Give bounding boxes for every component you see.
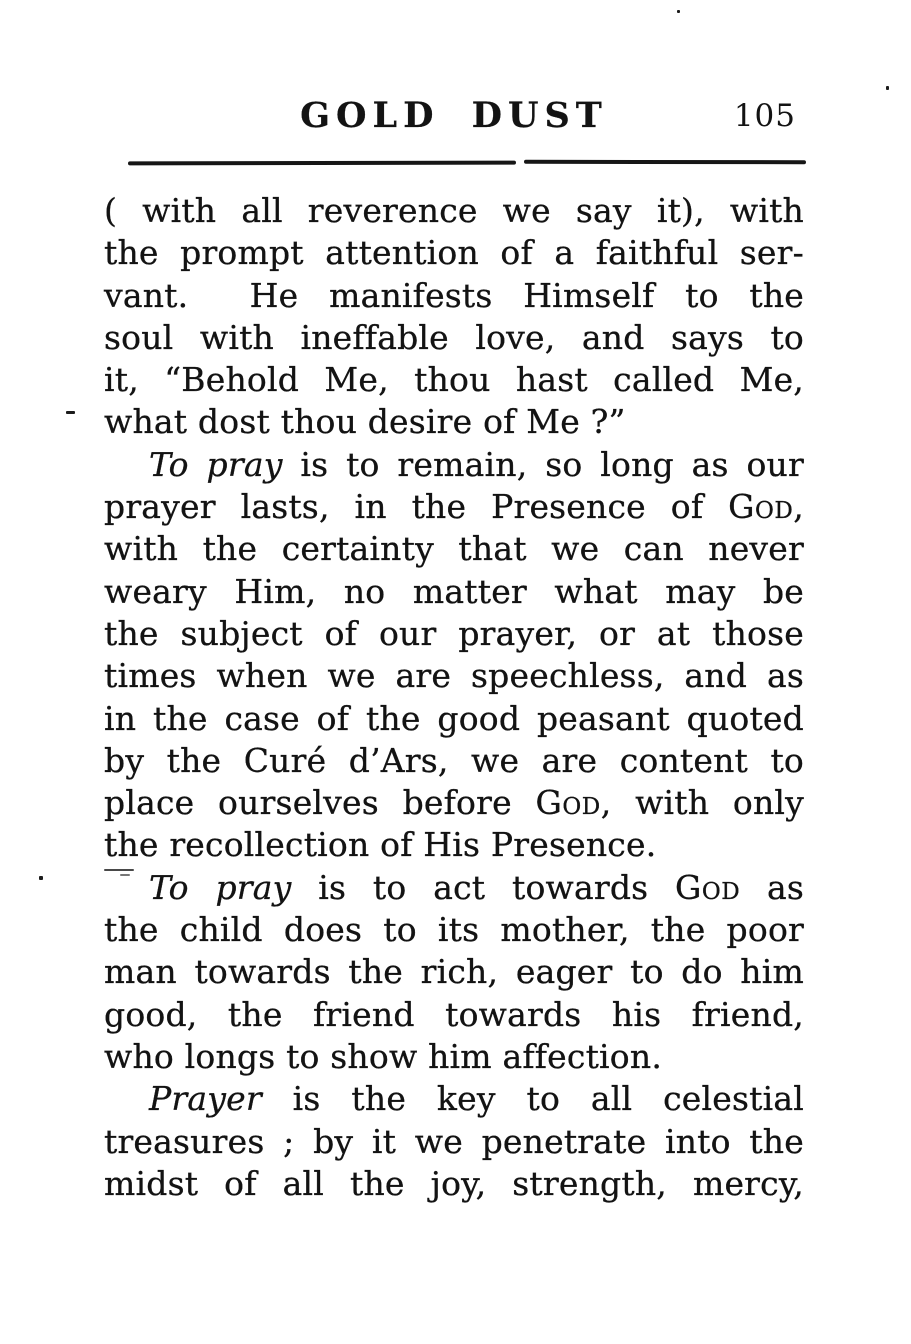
text-segment: good, the friend towards his friend, [104,994,804,1034]
text-segment: weary Him, no matter what may be [104,571,804,611]
text-segment: in the case of the good peasant quoted [104,698,804,738]
smallcaps-text: God [675,867,741,907]
running-title: GOLD DUST [300,95,608,136]
text-line [104,1163,804,1205]
scan-speck [39,876,43,880]
text-line [104,232,804,274]
text-segment: , [793,487,804,527]
text-segment: by the Curé d’Ars, we are content to [104,740,804,780]
text-segment: midst of all the joy, strength, mercy, [104,1163,804,1203]
italic-text: To pray [149,867,292,907]
page-body [104,190,804,1205]
text-line [104,951,804,993]
text-line [104,275,804,317]
text-line [104,824,804,866]
text-segment: as [740,867,804,907]
text-segment: place ourselves before [104,783,536,823]
text-line [104,994,804,1036]
text-segment: with the certainty that we can never [104,529,804,569]
text-line [104,528,804,570]
text-line [104,571,804,613]
text-line [104,486,804,528]
text-segment: prayer lasts, in the Presence of [104,487,729,527]
text-segment: is to remain, so long as our [282,444,804,484]
text-segment: who longs to show him affection. [104,1036,663,1076]
text-line [104,1036,804,1078]
text-segment: treasures ; by it we penetrate into the [104,1121,804,1161]
italic-text: To pray [149,444,283,484]
text-line [104,1121,804,1163]
text-segment: is to act towards [291,867,676,907]
text-segment: man towards the rich, eager to do him [104,952,804,992]
text-segment: vant. He manifests Himself to the [104,275,804,315]
text-segment: is the key to all celestial [261,1079,804,1119]
scan-speck [886,86,889,90]
text-line [104,613,804,655]
text-line [104,655,804,697]
text-line [104,698,804,740]
smallcaps-text: God [728,487,794,527]
text-segment: the recollection of His Presence. [104,825,657,865]
text-line [104,740,804,782]
text-segment: the subject of our prayer, or at those [104,613,804,653]
page-number: 105 [733,98,796,134]
text-segment: the prompt attention of a faithful ser- [104,233,804,273]
text-segment: , with only [600,783,804,823]
text-line [104,444,804,486]
text-segment: soul with ineffable love, and says to [104,317,804,357]
text-segment: times when we are speechless, and as [104,656,804,696]
header-rule-segment [524,160,806,164]
text-line [104,909,804,951]
text-line [104,190,804,232]
italic-text: Prayer [149,1079,262,1119]
smallcaps-text: God [535,783,601,823]
text-segment: it, “Behold Me, thou hast called Me, [104,360,804,400]
running-head [104,94,804,138]
text-segment: what dost thou desire of Me ?” [104,402,626,442]
text-line [104,401,804,443]
scan-speck [120,874,130,876]
text-line [104,317,804,359]
scan-speck [104,869,134,871]
text-segment: ( with all reverence we say it), with [104,191,804,230]
text-line [104,867,804,909]
text-line [104,782,804,824]
header-rule [128,160,806,166]
scan-speck [677,10,680,13]
text-segment: the child does to its mother, the poor [104,910,804,950]
text-line [104,359,804,401]
text-line [104,1078,804,1120]
scan-speck [66,411,75,414]
header-rule-segment [128,161,516,166]
